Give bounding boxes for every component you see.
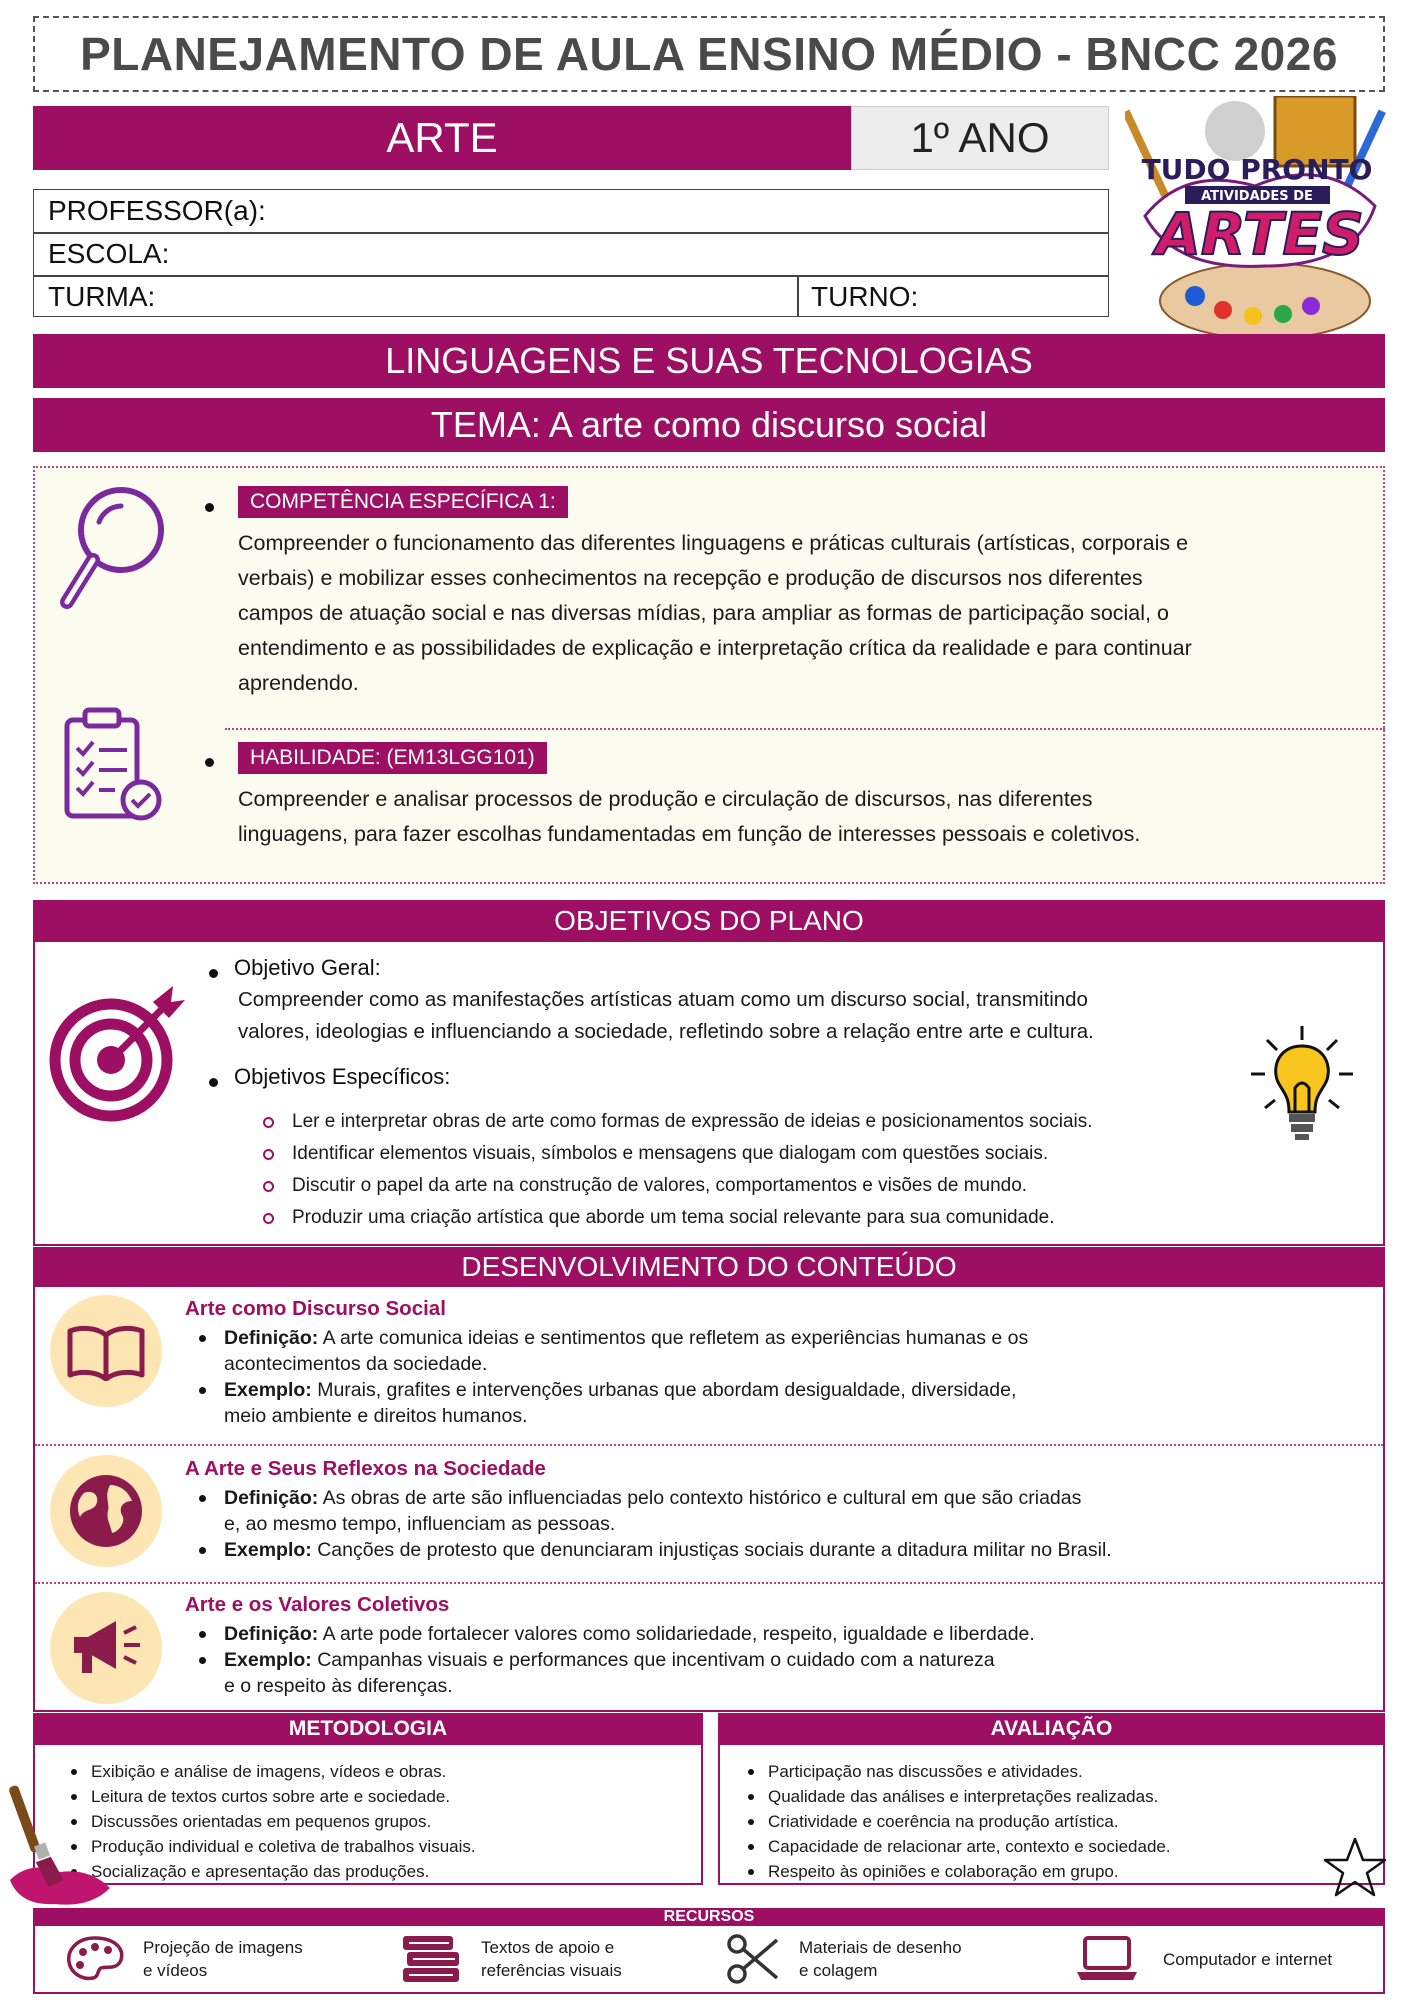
dev-section-title: Arte como Discurso Social [185, 1297, 446, 1320]
avaliacao-item: Qualidade das análises e interpretações realizadas. [748, 1784, 1383, 1809]
metodologia-heading: METODOLOGIA [33, 1713, 703, 1745]
tema-banner: TEMA: A arte como discurso social [33, 398, 1385, 452]
area-banner: LINGUAGENS E SUAS TECNOLOGIAS [33, 334, 1385, 388]
objetivo-especifico-item: Ler e interpretar obras de arte como formas de expressão de ideias e posicionamentos sociais. [263, 1106, 1263, 1138]
megaphone-icon [50, 1592, 162, 1704]
objetivo-geral-label: Objetivo Geral: [234, 955, 381, 980]
palette-icon [65, 1934, 125, 1984]
recursos-box [33, 1926, 1385, 1994]
objetivo-especifico-item: Discutir o papel da arte na construção de valores, comportamentos e visões de mundo. [263, 1170, 1263, 1202]
recurso-item: Projeção de imagens e vídeos [65, 1926, 303, 1992]
turno-label: TURNO: [811, 281, 919, 312]
turma-label: TURMA: [48, 281, 156, 312]
competencia-line: verbais) e mobilizar esses conhecimentos na recepção e produção de discursos nos diferentes [238, 566, 1143, 590]
objetivo-especifico-item: Produzir uma criação artística que aborde um tema social relevante para sua comunidade. [263, 1202, 1263, 1234]
objetivos-box [33, 942, 1385, 1246]
avaliacao-item: Participação nas discussões e atividades. [748, 1759, 1383, 1784]
competencia-line: Compreender o funcionamento das diferentes linguagens e práticas culturais (artísticas, corporais e [238, 531, 1189, 555]
clipboard-check-icon [59, 706, 169, 831]
books-icon [399, 1932, 463, 1986]
brand-logo [1125, 96, 1390, 346]
globe-icon [50, 1455, 162, 1567]
info-table [33, 189, 1109, 317]
habilidade-line: linguagens, para fazer escolhas fundamentadas em função de interesses pessoais e coletivos. [238, 822, 1141, 846]
star-icon [1322, 1836, 1388, 1903]
objetivo-geral-line: Compreender como as manifestações artísticas atuam como um discurso social, transmitindo [238, 988, 1088, 1011]
metodologia-item: Socialização e apresentação das produções. [71, 1859, 701, 1884]
metodologia-section [33, 1713, 703, 1885]
recurso-item: Textos de apoio e referências visuais [399, 1926, 622, 1992]
recurso-item: Computador e internet [1075, 1926, 1332, 1992]
escola-label: ESCOLA: [48, 238, 170, 269]
competencia-box [33, 466, 1385, 884]
dev-section-title: A Arte e Seus Reflexos na Sociedade [185, 1457, 546, 1480]
dev-section-2: A Arte e Seus Reflexos na Sociedade Definição: As obras de arte são influenciadas pelo contexto histórico e cultural em que são criadas e, ao mesmo tempo, influenciam as pessoas. Exemplo: Canções de protesto que denunciaram injustiças sociais durante a ditadura militar no Brasil. [185, 1457, 1375, 1563]
desenvolvimento-box [33, 1287, 1385, 1712]
metodologia-item: Exibição e análise de imagens, vídeos e obras. [71, 1759, 701, 1784]
competencia-line: entendimento e as possibilidades de explicação e interpretação crítica da realidade e para continuar [238, 636, 1192, 660]
recursos-heading: RECURSOS [33, 1908, 1385, 1926]
objetivos-heading: OBJETIVOS DO PLANO [33, 900, 1385, 942]
logo-line1: TUDO PRONTO [1141, 153, 1373, 186]
objetivo-especifico-item: Identificar elementos visuais, símbolos e mensagens que dialogam com questões sociais. [263, 1138, 1263, 1170]
grade-badge: 1º ANO [851, 106, 1109, 170]
dev-section-1: Arte como Discurso Social Definição: A arte comunica ideias e sentimentos que refletem as experiências humanas e os acontecimentos da sociedade. Exemplo: Murais, grafites e intervenções urbanas que abordam desigualdade, diversidade, meio ambiente e direitos humanos. [185, 1297, 1375, 1429]
desenvolvimento-heading: DESENVOLVIMENTO DO CONTEÚDO [33, 1247, 1385, 1287]
dev-section-title: Arte e os Valores Coletivos [185, 1593, 450, 1616]
target-icon [49, 982, 189, 1127]
scissors-icon [725, 1932, 781, 1986]
paintbrush-icon [0, 1780, 120, 1915]
book-icon [50, 1295, 162, 1407]
metodologia-item: Produção individual e coletiva de trabalhos visuais. [71, 1834, 701, 1859]
habilidade-line: Compreender e analisar processos de produção e circulação de discursos, nas diferentes [238, 787, 1093, 811]
magnifier-icon [59, 482, 169, 617]
metodologia-item: Discussões orientadas em pequenos grupos. [71, 1809, 701, 1834]
avaliacao-section [718, 1713, 1385, 1885]
page-title: PLANEJAMENTO DE AULA ENSINO MÉDIO - BNCC 2026 [33, 16, 1385, 92]
competencia-label: COMPETÊNCIA ESPECÍFICA 1: [238, 486, 568, 518]
subject-banner: ARTE [33, 106, 851, 170]
laptop-icon [1075, 1934, 1139, 1984]
professor-label: PROFESSOR(a): [48, 195, 266, 226]
dev-section-3: Arte e os Valores Coletivos Definição: A arte pode fortalecer valores como solidariedade, respeito, igualdade e liberdade. Exemplo: Campanhas visuais e performances que incentivam o cuidado com a natureza e o respeito às diferenças. [185, 1593, 1375, 1699]
logo-line2: ATIVIDADES DE [1201, 189, 1313, 204]
avaliacao-heading: AVALIAÇÃO [718, 1713, 1385, 1745]
competencia-line: campos de atuação social e nas diversas mídias, para ampliar as formas de participação social, o [238, 601, 1169, 625]
avaliacao-item: Criatividade e coerência na produção artística. [748, 1809, 1383, 1834]
logo-line3: ARTES [1156, 200, 1364, 268]
habilidade-label: HABILIDADE: (EM13LGG101) [238, 742, 547, 774]
lightbulb-icon [1247, 1022, 1357, 1157]
objetivos-especificos-label: Objetivos Específicos: [234, 1064, 451, 1089]
avaliacao-item: Capacidade de relacionar arte, contexto e sociedade. [748, 1834, 1383, 1859]
competencia-line: aprendendo. [238, 671, 359, 695]
objetivo-geral-line: valores, ideologias e influenciando a sociedade, refletindo sobre a relação entre arte e cultura. [238, 1020, 1094, 1043]
avaliacao-item: Respeito às opiniões e colaboração em grupo. [748, 1859, 1383, 1884]
metodologia-item: Leitura de textos curtos sobre arte e sociedade. [71, 1784, 701, 1809]
recurso-item: Materiais de desenho e colagem [725, 1926, 962, 1992]
